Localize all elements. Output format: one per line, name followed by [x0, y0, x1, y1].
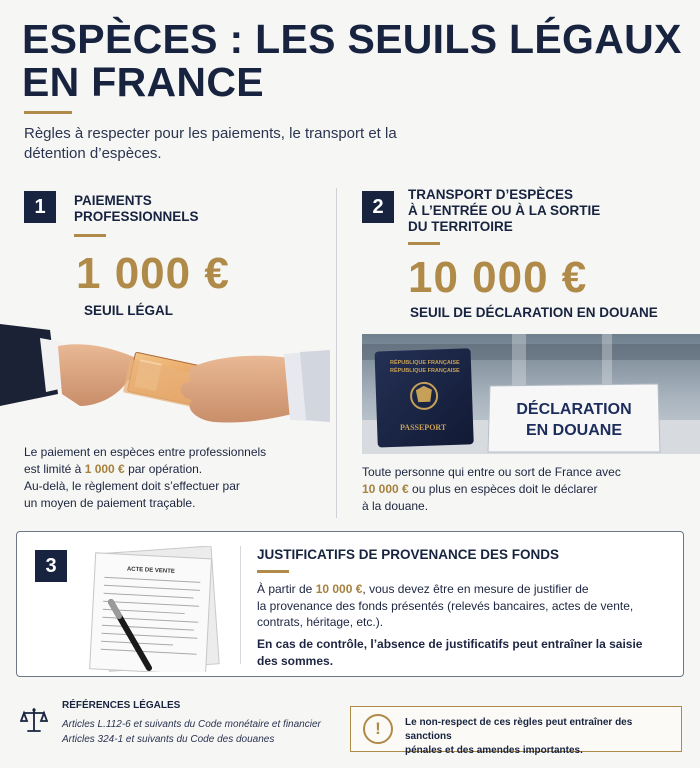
cash-handover-photo — [0, 324, 330, 436]
passport-line1: RÉPUBLIQUE FRANÇAISE — [390, 360, 460, 366]
section-1-description: Le paiement en espèces entre professionnels est limité à 1 000 € par opération. Au-delà, le règlement doit s’effectuer par un moyen de paiement traçable. — [24, 445, 267, 510]
section-2-divider — [408, 242, 440, 245]
section-3-paragraph-2: En cas de contrôle, l’absence de justificatifs peut entraîner la saisie des sommes. — [257, 637, 643, 668]
sign-line1: DÉCLARATION — [516, 401, 632, 418]
doc-heading: ACTE DE VENTE — [126, 566, 175, 575]
sign-line2: EN DOUANE — [525, 422, 623, 439]
section-1-amount-label: SEUIL LÉGAL — [84, 303, 174, 318]
section-3-card — [16, 531, 684, 677]
references-title: RÉFÉRENCES LÉGALES — [62, 700, 181, 711]
reference-line-1: Articles L.112-6 et suivants du Code monétaire et financier — [62, 719, 321, 730]
warning-box — [350, 706, 682, 756]
passport-line2: RÉPUBLIQUE FRANÇAISE — [390, 368, 460, 374]
title-divider — [24, 111, 72, 114]
section-1-amount: 1 000 € — [76, 249, 230, 298]
section-1-divider — [74, 234, 106, 237]
section-3-divider — [257, 570, 289, 573]
section-3-title: JUSTIFICATIFS DE PROVENANCE DES FONDS — [257, 547, 560, 562]
section-1-number: 1 — [24, 191, 56, 223]
section-3-paragraph-1: À partir de 10 000 €, vous devez être en mesure de justifier de la provenance des fonds présentés (relevés bancaires, actes de vente, contrats, héritage, etc.). — [257, 582, 634, 629]
section-1-title: PAIEMENTS PROFESSIONNELS — [74, 193, 199, 224]
page-title: ESPÈCES : LES SEUILS LÉGAUX EN FRANCE — [22, 16, 682, 105]
page-subtitle: Règles à respecter pour les paiements, le transport et la détention d’espèces. — [24, 125, 397, 162]
documents-illustration — [75, 546, 235, 672]
section-2-number: 2 — [362, 191, 394, 223]
scales-of-justice-icon — [20, 706, 48, 734]
section-2-amount-label: SEUIL DE DÉCLARATION EN DOUANE — [410, 305, 658, 320]
card-divider — [240, 546, 241, 664]
customs-photo — [362, 334, 700, 454]
reference-line-2: Articles 324-1 et suivants du Code des douanes — [62, 734, 275, 745]
exclamation-circle-icon: ! — [363, 714, 393, 744]
passport-label: PASSEPORT — [400, 423, 447, 432]
section-3-number: 3 — [35, 550, 67, 582]
warning-text: Le non-respect de ces règles peut entraîner des sanctions pénales et des amendes importantes. — [405, 717, 633, 756]
section-2-amount: 10 000 € — [408, 253, 588, 302]
section-2-title: TRANSPORT D’ESPÈCES À L’ENTRÉE OU À LA SORTIE DU TERRITOIRE — [408, 187, 601, 234]
section-2-description: Toute personne qui entre ou sort de France avec 10 000 € ou plus en espèces doit le déclarer à la douane. — [362, 465, 621, 513]
column-divider — [336, 188, 337, 518]
